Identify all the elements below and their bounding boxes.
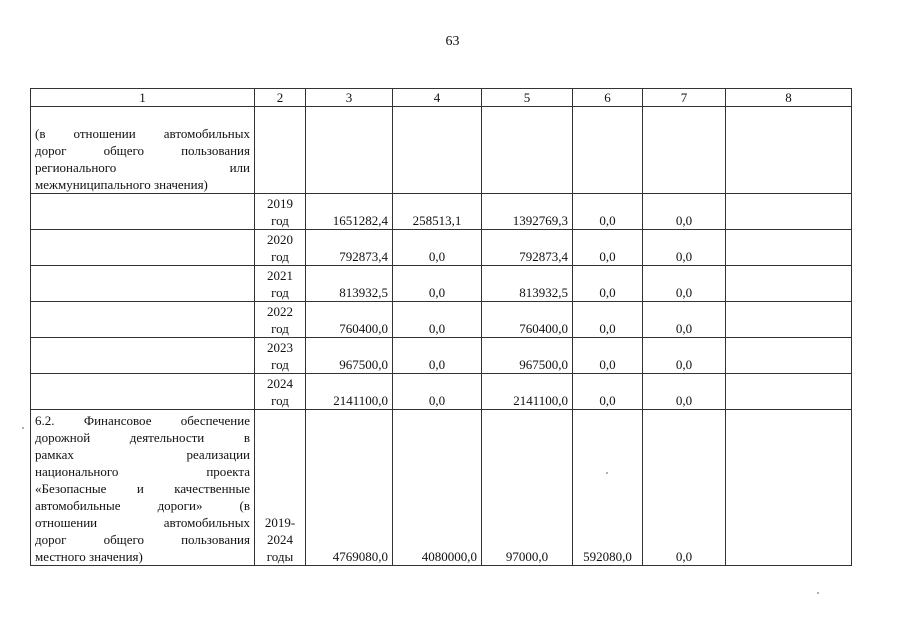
value-cell: 760400,0 xyxy=(482,302,573,338)
value-cell: 97000,0 xyxy=(482,410,573,566)
scan-speck xyxy=(817,592,819,594)
scan-speck xyxy=(606,472,608,474)
column-header: 1 xyxy=(31,89,255,107)
year-cell xyxy=(255,266,306,302)
column-header: 2 xyxy=(255,89,306,107)
table-row xyxy=(31,194,852,230)
row-label-item-6-2 xyxy=(31,410,255,566)
table-cell xyxy=(482,107,573,194)
table-cell xyxy=(31,302,255,338)
label-line: автомобильные дороги» (в xyxy=(35,498,250,513)
year-value: 2023 xyxy=(267,340,293,355)
value-cell: 0,0 xyxy=(573,230,643,266)
label-line: «Безопасные и качественные xyxy=(35,481,250,496)
column-header: 3 xyxy=(306,89,393,107)
year-value: 2021 xyxy=(267,268,293,283)
label-line: дорожной деятельности в xyxy=(35,430,250,445)
value-cell: 0,0 xyxy=(573,266,643,302)
value-cell: 0,0 xyxy=(643,338,726,374)
column-header: 7 xyxy=(643,89,726,107)
table-row xyxy=(31,410,852,566)
total-cell: 967500,0 xyxy=(306,338,393,374)
value-cell: 813932,5 xyxy=(482,266,573,302)
period-line: 2024 xyxy=(267,532,293,547)
value-cell: 0,0 xyxy=(573,194,643,230)
year-value: 2024 xyxy=(267,376,293,391)
year-unit: год xyxy=(271,285,289,300)
table-cell xyxy=(393,107,482,194)
value-cell: 967500,0 xyxy=(482,338,573,374)
value-cell: 258513,1 xyxy=(393,194,482,230)
table-cell xyxy=(31,230,255,266)
year-cell xyxy=(255,338,306,374)
value-cell: 792873,4 xyxy=(482,230,573,266)
table-cell xyxy=(306,107,393,194)
label-line: рамках реализации xyxy=(35,447,250,462)
column-header: 5 xyxy=(482,89,573,107)
table-cell xyxy=(31,374,255,410)
year-unit: год xyxy=(271,321,289,336)
value-cell: 0,0 xyxy=(643,230,726,266)
table-cell xyxy=(726,107,852,194)
table-row xyxy=(31,266,852,302)
value-cell: 2141100,0 xyxy=(482,374,573,410)
value-cell: 1392769,3 xyxy=(482,194,573,230)
page-number: 63 xyxy=(445,34,460,49)
table-cell xyxy=(726,266,852,302)
table-cell xyxy=(726,230,852,266)
table-cell xyxy=(726,302,852,338)
table-cell xyxy=(31,194,255,230)
value-cell: 0,0 xyxy=(393,230,482,266)
column-header: 8 xyxy=(726,89,852,107)
year-cell xyxy=(255,302,306,338)
total-cell: 1651282,4 xyxy=(306,194,393,230)
year-cell xyxy=(255,230,306,266)
period-line: годы xyxy=(266,549,294,564)
value-cell: 0,0 xyxy=(643,302,726,338)
table-cell xyxy=(726,410,852,566)
value-cell: 4080000,0 xyxy=(393,410,482,566)
total-cell: 2141100,0 xyxy=(306,374,393,410)
row-label-regional-roads xyxy=(31,107,255,194)
value-cell: 0,0 xyxy=(393,302,482,338)
year-unit: год xyxy=(271,357,289,372)
year-cell xyxy=(255,374,306,410)
year-unit: год xyxy=(271,393,289,408)
total-cell: 4769080,0 xyxy=(306,410,393,566)
year-value: 2022 xyxy=(267,304,293,319)
table-cell xyxy=(643,107,726,194)
value-cell: 0,0 xyxy=(393,374,482,410)
table-cell xyxy=(726,194,852,230)
label-line: местного значения) xyxy=(35,549,143,564)
total-cell: 760400,0 xyxy=(306,302,393,338)
label-line: национального проекта xyxy=(35,464,250,479)
table-cell xyxy=(31,266,255,302)
value-cell: 0,0 xyxy=(573,338,643,374)
value-cell: 0,0 xyxy=(643,410,726,566)
value-cell: 592080,0 xyxy=(573,410,643,566)
value-cell: 0,0 xyxy=(643,266,726,302)
table-cell xyxy=(726,374,852,410)
value-cell: 0,0 xyxy=(573,302,643,338)
value-cell: 0,0 xyxy=(393,266,482,302)
table-cell xyxy=(726,338,852,374)
value-cell: 0,0 xyxy=(573,374,643,410)
year-unit: год xyxy=(271,249,289,264)
table-row xyxy=(31,338,852,374)
total-cell: 813932,5 xyxy=(306,266,393,302)
label-line: дорог общего пользования xyxy=(35,532,250,547)
value-cell: 0,0 xyxy=(643,194,726,230)
table-cell xyxy=(573,107,643,194)
table-row xyxy=(31,374,852,410)
value-cell: 0,0 xyxy=(393,338,482,374)
label-line: межмуниципального значения) xyxy=(35,177,208,192)
scan-speck xyxy=(22,427,24,429)
column-header: 6 xyxy=(573,89,643,107)
label-line: (в отношении автомобильных xyxy=(35,126,250,141)
period-cell xyxy=(255,410,306,566)
label-line: регионального или xyxy=(35,160,250,175)
funding-table xyxy=(30,88,852,566)
label-line: отношении автомобильных xyxy=(35,515,250,530)
column-header: 4 xyxy=(393,89,482,107)
table-row xyxy=(31,302,852,338)
label-line: дорог общего пользования xyxy=(35,143,250,158)
year-value: 2019 xyxy=(267,196,293,211)
year-value: 2020 xyxy=(267,232,293,247)
table-cell xyxy=(255,107,306,194)
table-row xyxy=(31,107,852,194)
year-cell xyxy=(255,194,306,230)
total-cell: 792873,4 xyxy=(306,230,393,266)
table-row xyxy=(31,230,852,266)
year-unit: год xyxy=(271,213,289,228)
period-line: 2019- xyxy=(264,515,296,530)
table-header-row xyxy=(31,89,852,107)
value-cell: 0,0 xyxy=(643,374,726,410)
label-line: 6.2. Финансовое обеспечение xyxy=(35,413,250,428)
table-cell xyxy=(31,338,255,374)
